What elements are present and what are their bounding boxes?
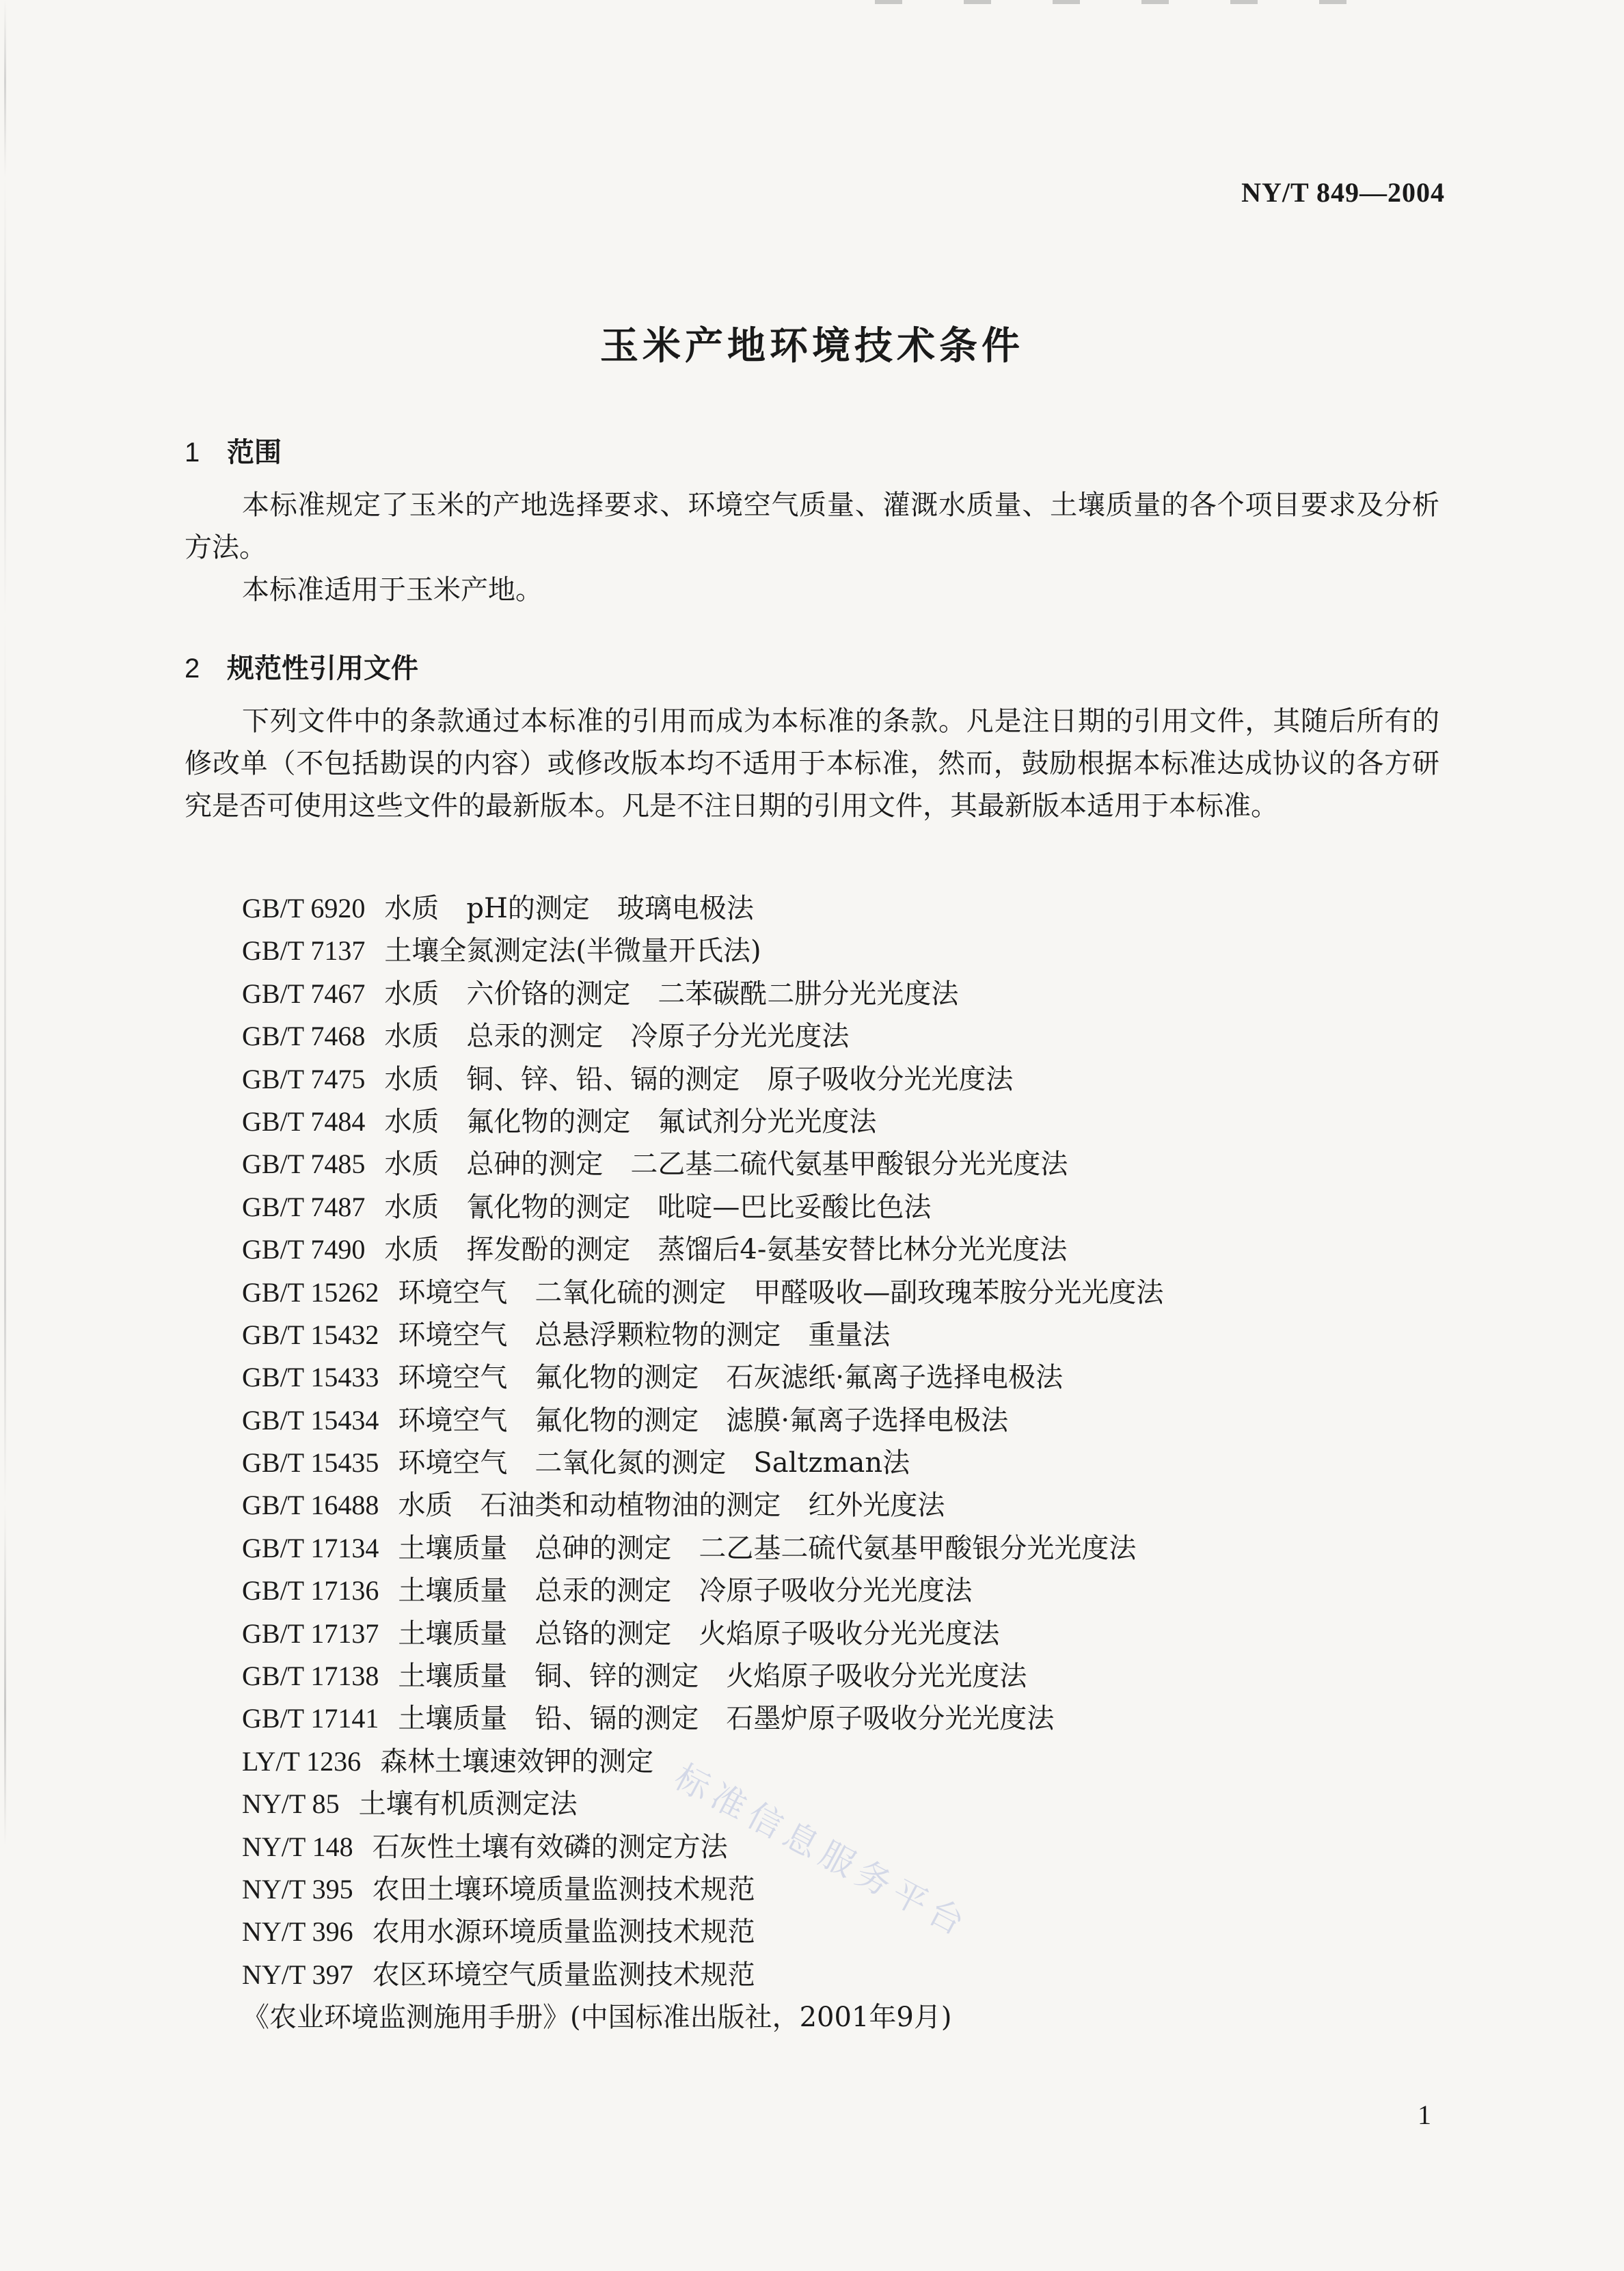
reference-code: GB/T 7475 <box>242 1063 366 1094</box>
reference-item <box>242 1314 1163 1356</box>
reference-title: 水质 氟化物的测定 氟试剂分光光度法 <box>384 1105 877 1138</box>
reference-item <box>242 930 1163 972</box>
reference-title: 水质 总汞的测定 冷原子分光光度法 <box>384 1021 850 1053</box>
reference-title: 土壤质量 总铬的测定 火焰原子吸收分光光度法 <box>398 1617 1000 1650</box>
reference-title: 森林土壤速效钾的测定 <box>380 1745 654 1777</box>
reference-code: NY/T 85 <box>242 1788 340 1820</box>
reference-code: GB/T 17136 <box>242 1575 379 1607</box>
document-title: 玉米产地环境技术条件 <box>600 324 1024 368</box>
reference-title: 石灰性土壤有效磷的测定方法 <box>372 1831 728 1863</box>
reference-item <box>242 1613 1163 1655</box>
reference-title: 农区环境空气质量监测技术规范 <box>372 1959 755 1991</box>
standard-code: NY/T 849—2004 <box>1241 177 1445 208</box>
reference-code: LY/T 1236 <box>242 1745 362 1777</box>
reference-code: GB/T 15435 <box>242 1447 379 1479</box>
reference-title: 农用水源环境质量监测技术规范 <box>372 1916 755 1948</box>
reference-title: 土壤质量 铅、镉的测定 石墨炉原子吸收分光光度法 <box>398 1703 1055 1735</box>
reference-list <box>242 887 1163 2039</box>
reference-code: GB/T 7468 <box>242 1021 366 1052</box>
reference-item <box>242 1868 1163 1911</box>
page-number: 1 <box>1418 2099 1431 2130</box>
reference-code: NY/T 396 <box>242 1916 353 1948</box>
reference-item <box>242 1911 1163 1953</box>
reference-title: 水质 铜、锌、铅、镉的测定 原子吸收分光光度法 <box>384 1063 1014 1095</box>
reference-item <box>242 1186 1163 1228</box>
reference-title: 环境空气 氟化物的测定 滤膜·氟离子选择电极法 <box>398 1404 1009 1436</box>
reference-item <box>242 1101 1163 1143</box>
reference-title: 土壤有机质测定法 <box>358 1788 578 1820</box>
paragraph: 本标准适用于玉米产地。 <box>242 574 543 606</box>
reference-title: 水质 挥发酚的测定 蒸馏后4-氨基安替比林分光光度法 <box>384 1234 1068 1266</box>
section-1-heading <box>185 431 282 470</box>
watermark: 标准信息服务平台 <box>668 1756 977 1946</box>
reference-item <box>242 973 1163 1015</box>
reference-item <box>242 1143 1163 1185</box>
reference-title: 土壤质量 总汞的测定 冷原子吸收分光光度法 <box>398 1575 973 1607</box>
reference-item <box>242 1484 1163 1527</box>
reference-item <box>242 1356 1163 1399</box>
reference-code: GB/T 7490 <box>242 1234 366 1265</box>
reference-item <box>242 1058 1163 1101</box>
reference-title: 水质 总砷的测定 二乙基二硫代氨基甲酸银分光光度法 <box>384 1148 1068 1181</box>
reference-item <box>242 1442 1163 1484</box>
reference-title: 土壤全氮测定法(半微量开氏法) <box>384 935 761 967</box>
reference-code: GB/T 7137 <box>242 935 366 967</box>
reference-code: GB/T 15432 <box>242 1319 379 1350</box>
reference-item <box>242 1655 1163 1697</box>
reference-code: NY/T 148 <box>242 1831 353 1862</box>
reference-title: 《农业环境监测施用手册》(中国标准出版社，2001年9月) <box>242 2002 952 2034</box>
reference-code: GB/T 17137 <box>242 1617 379 1649</box>
reference-title: 水质 六价铬的测定 二苯碳酰二肼分光光度法 <box>384 978 959 1010</box>
reference-title: 农田土壤环境质量监测技术规范 <box>372 1873 755 1905</box>
reference-item <box>242 1527 1163 1570</box>
reference-code: GB/T 7467 <box>242 978 366 1009</box>
reference-code: GB/T 15433 <box>242 1362 379 1393</box>
reference-item <box>242 1996 1163 2039</box>
reference-code: NY/T 397 <box>242 1959 353 1990</box>
reference-title: 环境空气 总悬浮颗粒物的测定 重量法 <box>398 1319 891 1351</box>
reference-item <box>242 1954 1163 1996</box>
reference-code: GB/T 17134 <box>242 1532 379 1563</box>
reference-title: 环境空气 氟化物的测定 石灰滤纸·氟离子选择电极法 <box>398 1362 1064 1394</box>
reference-code: GB/T 7487 <box>242 1191 366 1222</box>
section-2-heading <box>185 647 418 686</box>
paragraph: 本标准规定了玉米的产地选择要求、环境空气质量、灌溉水质量、土壤质量的各个项目要求及分析方法。 <box>185 489 1439 563</box>
reference-item <box>242 1826 1163 1868</box>
section-number: 1 <box>185 438 200 468</box>
reference-title: 水质 石油类和动植物油的测定 红外光度法 <box>398 1490 945 1522</box>
reference-title: 土壤质量 铜、锌的测定 火焰原子吸收分光光度法 <box>398 1661 1027 1693</box>
section-title: 范围 <box>227 437 282 468</box>
reference-title: 环境空气 二氧化氮的测定 Saltzman法 <box>398 1447 910 1479</box>
reference-code: GB/T 17141 <box>242 1703 379 1734</box>
paragraph: 下列文件中的条款通过本标准的引用而成为本标准的条款。凡是注日期的引用文件，其随后所有的修改单（不包括勘误的内容）或修改版本均不适用于本标准，然而，鼓励根据本标准达成协议的各方研究是否可使用这些文件的最新版本。凡是不注日期的引用文件，其最新版本适用于本标准。 <box>185 706 1439 822</box>
reference-code: GB/T 15434 <box>242 1404 379 1436</box>
reference-code: GB/T 7485 <box>242 1148 366 1180</box>
reference-item <box>242 1015 1163 1058</box>
reference-item <box>242 1697 1163 1740</box>
reference-title: 水质 pH的测定 玻璃电极法 <box>384 893 754 924</box>
reference-code: GB/T 7484 <box>242 1105 366 1137</box>
reference-item <box>242 887 1163 930</box>
reference-title: 土壤质量 总砷的测定 二乙基二硫代氨基甲酸银分光光度法 <box>398 1532 1137 1564</box>
reference-title: 水质 氰化物的测定 吡啶—巴比妥酸比色法 <box>384 1191 932 1223</box>
reference-code: GB/T 15262 <box>242 1276 379 1308</box>
reference-code: GB/T 6920 <box>242 893 366 924</box>
reference-item <box>242 1228 1163 1271</box>
section-number: 2 <box>185 654 200 684</box>
reference-title: 环境空气 二氧化硫的测定 甲醛吸收—副玫瑰苯胺分光光度法 <box>398 1276 1164 1308</box>
reference-item <box>242 1570 1163 1612</box>
reference-item <box>242 1399 1163 1442</box>
reference-code: GB/T 17138 <box>242 1661 379 1692</box>
reference-code: NY/T 395 <box>242 1873 353 1905</box>
reference-item <box>242 1272 1163 1314</box>
scan-top-marks <box>875 0 1490 7</box>
section-title: 规范性引用文件 <box>227 653 418 684</box>
reference-code: GB/T 16488 <box>242 1490 379 1521</box>
